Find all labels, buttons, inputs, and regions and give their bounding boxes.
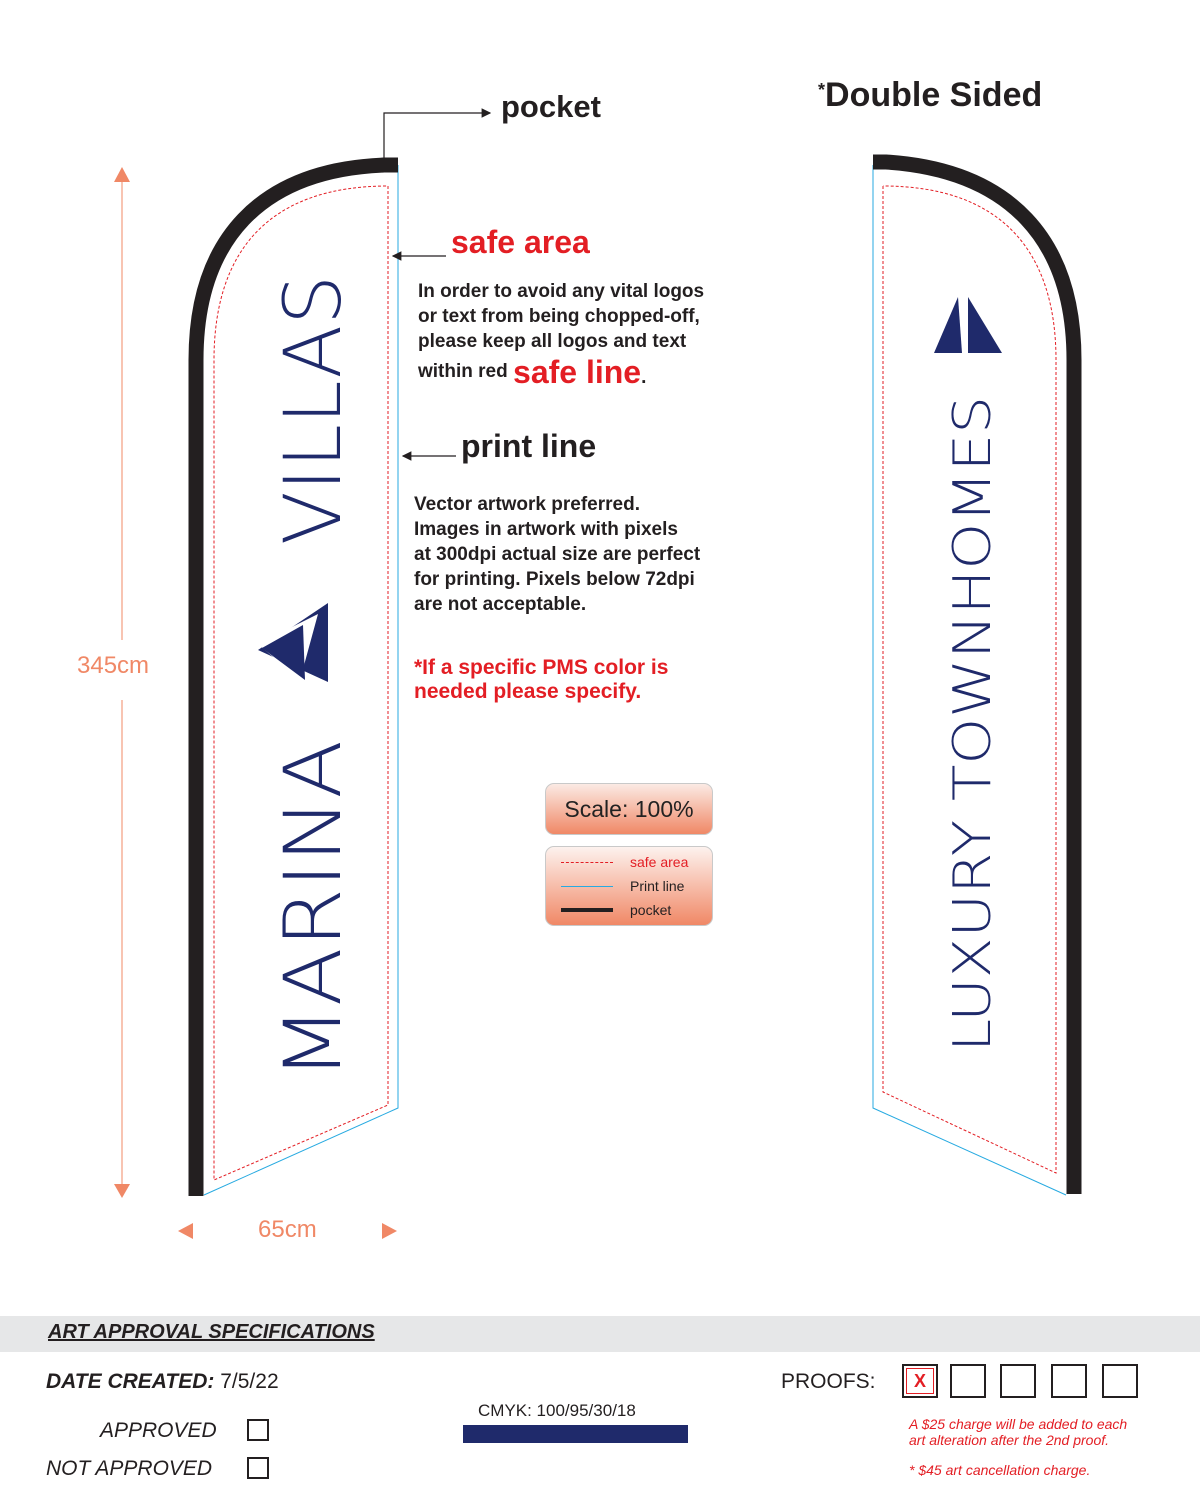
date-created-label: DATE CREATED: <box>46 1370 215 1393</box>
date-created-value: 7/5/22 <box>220 1370 279 1393</box>
print-line-text-line: at 300dpi actual size are perfect <box>414 544 701 565</box>
proof-box-1[interactable] <box>902 1364 938 1398</box>
pms-color-note <box>414 656 668 704</box>
print-line-description <box>414 492 700 617</box>
pocket-label: pocket <box>501 89 601 124</box>
left-sail-logo <box>258 603 328 682</box>
width-arrow-left <box>178 1223 193 1239</box>
approved-label: APPROVED <box>100 1419 217 1442</box>
cancellation-note: * $45 art cancellation charge. <box>909 1462 1091 1478</box>
safe-area-heading: safe area <box>451 224 590 260</box>
legend-pocket-label: pocket <box>630 902 672 918</box>
print-line-heading: print line <box>461 428 597 464</box>
legend-print-line-label: Print line <box>630 878 685 894</box>
print-line-text-line: for printing. Pixels below 72dpi <box>414 569 695 590</box>
safe-area-description <box>418 279 705 390</box>
height-arrow-up <box>114 167 130 182</box>
right-flag-text: LUXURY TOWNHOMES <box>943 479 1003 1052</box>
print-line-text-line: are not acceptable. <box>414 594 587 615</box>
height-dimension <box>114 167 130 1198</box>
safe-line-period: . <box>641 367 647 388</box>
right-sail-logo <box>934 297 1002 353</box>
print-line-text-line: Images in artwork with pixels <box>414 519 678 540</box>
width-dimension-label: 65cm <box>258 1216 317 1243</box>
date-created <box>46 1370 279 1394</box>
proofs-label: PROOFS: <box>781 1370 876 1393</box>
proof-mark-1: X <box>906 1368 934 1394</box>
proof-box-4[interactable] <box>1051 1364 1087 1398</box>
pocket-arrow <box>384 113 490 160</box>
legend-safe-area-label: safe area <box>630 854 689 870</box>
double-sided-label <box>818 76 1042 115</box>
within-red-text: within red <box>418 361 508 382</box>
proof-charge-note-line: A $25 charge will be added to each <box>909 1416 1128 1432</box>
legend-pocket-swatch <box>561 908 613 912</box>
left-flag-word-1: MARINA <box>269 770 359 1080</box>
left-flag-text-group <box>269 275 359 1080</box>
legend-row-pocket <box>546 901 714 921</box>
print-line-text-line: Vector artwork preferred. <box>414 494 640 515</box>
proof-box-2[interactable] <box>950 1364 986 1398</box>
approved-checkbox[interactable] <box>247 1419 269 1441</box>
safe-area-text-line: In order to avoid any vital logos <box>418 281 705 302</box>
left-flag <box>196 165 398 1196</box>
left-flag-word-2: VILLAS <box>269 277 359 545</box>
legend-row-print-line <box>546 877 714 897</box>
right-flag <box>873 162 1074 1195</box>
line-legend <box>545 846 713 926</box>
proof-charge-note-line: art alteration after the 2nd proof. <box>909 1432 1110 1448</box>
legend-safe-area-swatch <box>561 862 613 863</box>
height-dimension-label: 345cm <box>77 652 150 679</box>
not-approved-checkbox[interactable] <box>247 1457 269 1479</box>
double-sided-asterisk: * <box>818 80 826 100</box>
spec-title: ART APPROVAL SPECIFICATIONS <box>48 1321 375 1343</box>
width-arrow-right <box>382 1223 397 1239</box>
height-arrow-down <box>114 1184 130 1198</box>
proof-charge-note <box>909 1416 1127 1448</box>
pms-note-line: needed please specify. <box>414 680 642 703</box>
legend-print-line-swatch <box>561 886 613 887</box>
right-flag-text-group <box>943 396 1003 1052</box>
scale-box: Scale: 100% <box>545 783 713 835</box>
legend-row-safe-area <box>546 853 714 873</box>
pms-note-line: *If a specific PMS color is <box>414 656 669 679</box>
double-sided-text: Double Sided <box>825 76 1043 114</box>
safe-area-text-line-last <box>418 354 704 390</box>
not-approved-label: NOT APPROVED <box>46 1457 213 1480</box>
proof-box-5[interactable] <box>1102 1364 1138 1398</box>
safe-line-text: safe line <box>513 354 642 390</box>
safe-area-text-line: or text from being chopped-off, <box>418 306 700 327</box>
cmyk-label: CMYK: 100/95/30/18 <box>478 1401 636 1420</box>
cmyk-color-swatch <box>463 1425 688 1443</box>
safe-area-text-line: please keep all logos and text <box>418 331 687 352</box>
proof-box-3[interactable] <box>1000 1364 1036 1398</box>
